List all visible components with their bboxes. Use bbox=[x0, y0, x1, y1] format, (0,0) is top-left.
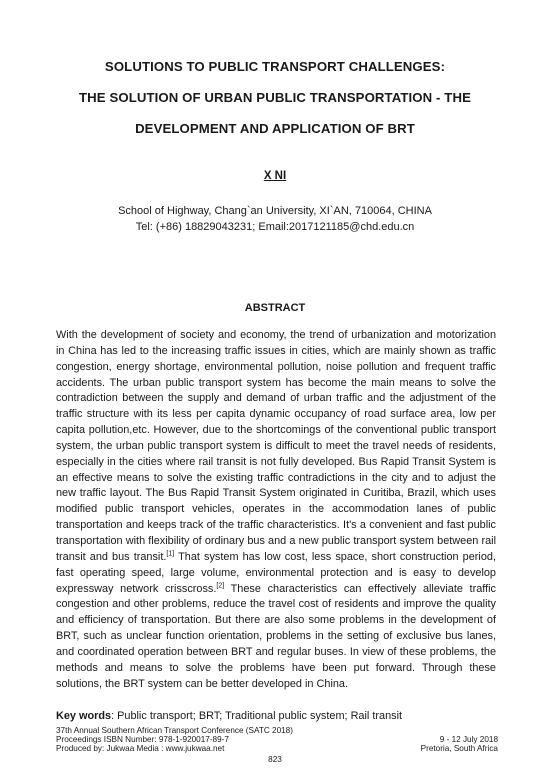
reference-marker-2: [2] bbox=[216, 581, 225, 589]
page-number: 823 bbox=[268, 755, 282, 764]
title-line-3: DEVELOPMENT AND APPLICATION OF BRT bbox=[135, 121, 415, 136]
footer-line-3 bbox=[56, 744, 498, 753]
reference-marker-1: [1] bbox=[166, 550, 175, 558]
contact-info: Tel: (+86) 18829043231; Email:2017121185@chd.edu.cn bbox=[135, 221, 415, 233]
abstract-text-3: These characteristics can effectively alleviate traffic congestion and other problems, reduce the travel cost of residents and improve the quality and efficiency of transportation. But there are also some problems in the development of BRT, such as unclear function orientation, problems in the setting of exclusive bus lanes, and coordinated operation between BRT and regular buses. In view of these problems, the methods and means to solve the problems have been put forward. Through these solutions, the BRT system can be better developed in China. bbox=[56, 582, 496, 690]
footer-isbn: Proceedings ISBN Number: 978-1-920017-89-7 bbox=[56, 735, 229, 744]
keywords-label: Key words bbox=[56, 710, 112, 722]
footer-line-1 bbox=[56, 726, 498, 735]
footer-line-2 bbox=[56, 735, 498, 744]
footer-dates: 9 - 12 July 2018 bbox=[439, 735, 498, 744]
keywords-text: : Public transport; BRT; Traditional public system; Rail transit bbox=[111, 710, 403, 722]
title-line-2: THE SOLUTION OF URBAN PUBLIC TRANSPORTATION - THE bbox=[79, 90, 471, 105]
abstract-body bbox=[56, 328, 496, 692]
keywords bbox=[56, 710, 402, 722]
title-line-1: SOLUTIONS TO PUBLIC TRANSPORT CHALLENGES: bbox=[104, 59, 446, 74]
affiliation: School of Highway, Chang`an University, XI`AN, 710064, CHINA bbox=[118, 205, 432, 217]
abstract-text-2: That system has low cost, less space, short construction period, fast operating speed, large volume, environmental protection and is easy to develop expressway network crisscross. bbox=[56, 550, 496, 595]
footer-producer: Produced by: Jukwaa Media : www.jukwaa.net bbox=[56, 744, 225, 753]
abstract-heading: ABSTRACT bbox=[244, 302, 306, 314]
author-name: X NI bbox=[263, 170, 287, 182]
footer-location: Pretoria, South Africa bbox=[420, 744, 498, 753]
abstract-text-1: With the development of society and economy, the trend of urbanization and motorization in China has led to the increasing traffic issues in cities, which are mainly shown as traffic congestion, energy shortage, environmental pollution, noise pollution and frequent traffic accidents. The urban public transport system has become the main means to solve the contradiction between the supply and demand of urban traffic and the adjustment of the traffic structure with its less per capita dynamic occupancy of road surface area, low per capita pollution,etc. However, due to the shortcomings of the conventional public transport system, the urban public transport system is difficult to meet the travel needs of residents, especially in the cities where rail transit is not fully developed. Bus Rapid Transit System is an effective means to solve the existing traffic contradictions in the city and to adjust the new traffic layout. The Bus Rapid Transit System originated in Curitiba, Brazil, which uses modified public transport vehicles, operates in the accommodation lanes of public transportation and keeps track of the traffic characteristics. It's a convenient and fast public transportation with flexibility of ordinary bus and a new public transport system between rail transit and bus transit. bbox=[56, 329, 496, 563]
footer-conference: 37th Annual Southern African Transport Conference (SATC 2018) bbox=[56, 726, 293, 735]
